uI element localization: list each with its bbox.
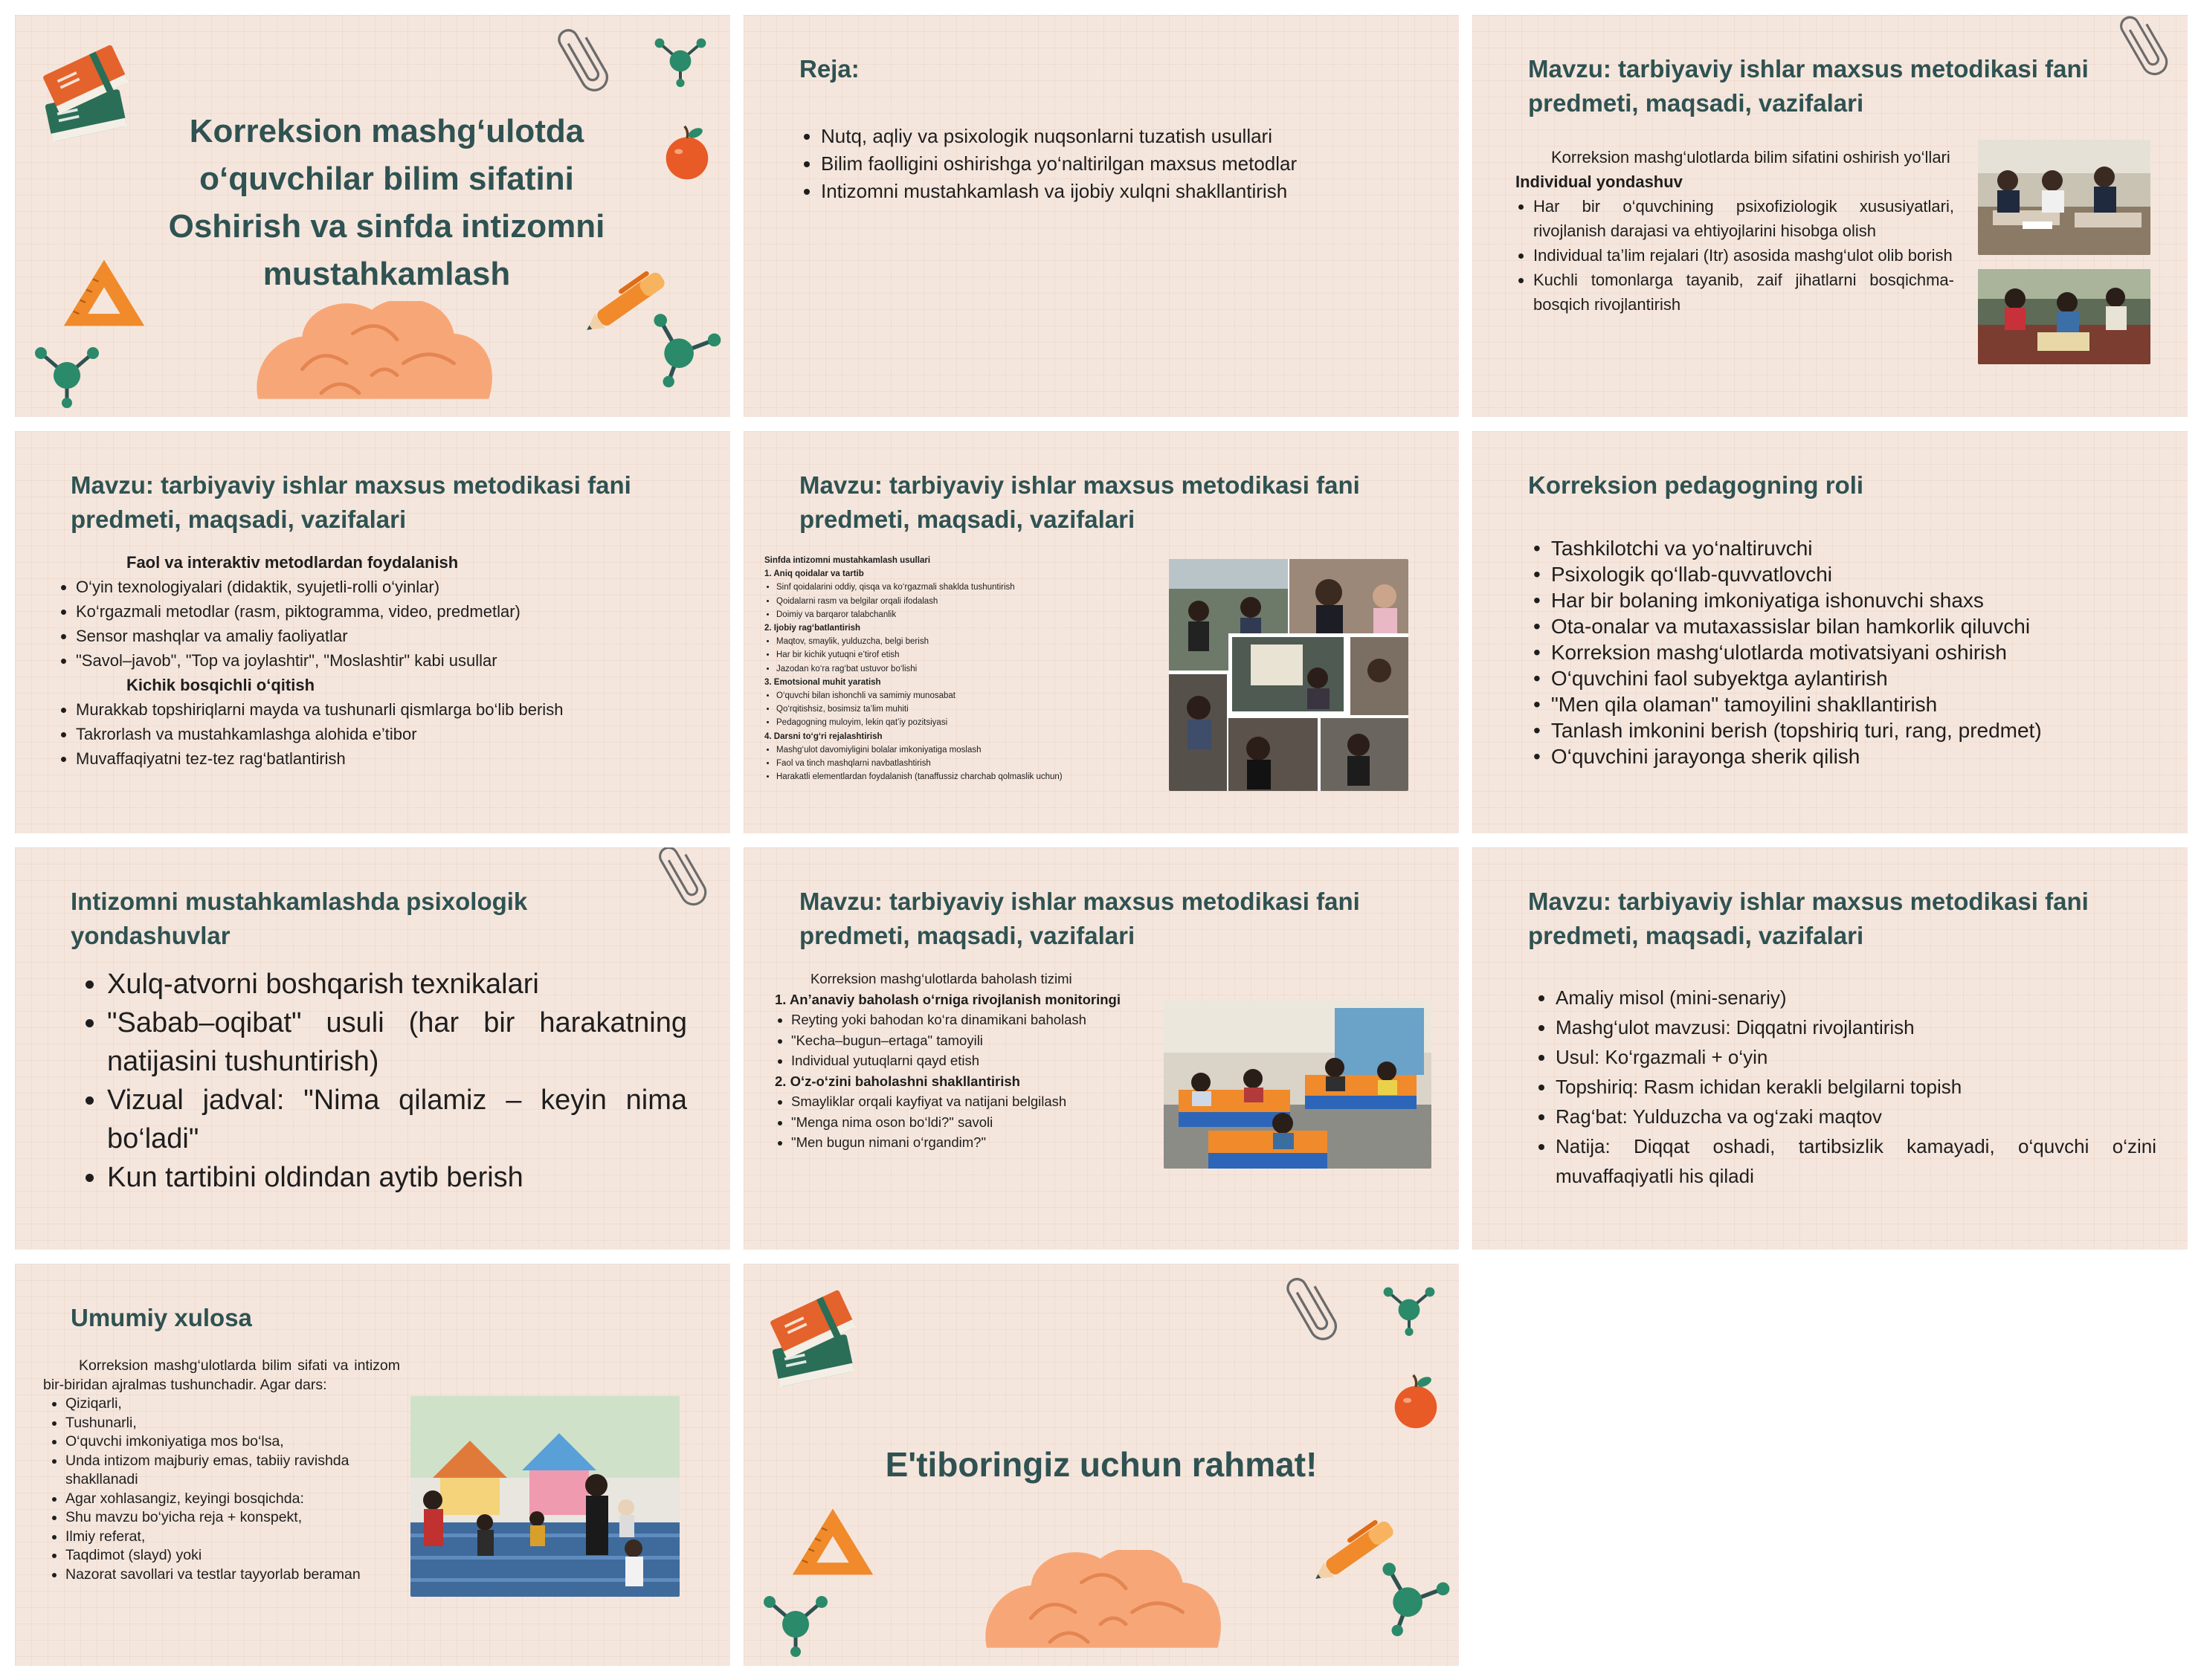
list-item: • Ota-onalar va mutaxassislar bilan hamkorlik qiluvchi	[1533, 615, 2031, 638]
list-item: • O‘quvchi imkoniyatiga mos bo‘lsa,	[65, 1432, 400, 1452]
list-item: • Individual ta’lim rejalari (Itr) asosida mashg‘ulot olib borish	[1533, 243, 1954, 268]
slide-body	[1515, 145, 1954, 317]
slide-title: Reja:	[799, 55, 860, 83]
list-item: • "Men qila olaman" tamoyilini shakllantirish	[1533, 693, 1938, 716]
group-label: 2. Ijobiy rag‘batlantirish	[764, 624, 861, 633]
group-label: 1. Aniq qoidalar va tartib	[764, 569, 864, 579]
list-item: • Muvaffaqiyatni tez-tez rag‘batlantirish	[76, 746, 675, 771]
bullet-list	[764, 581, 1129, 621]
molecule-icon	[758, 1583, 833, 1658]
slide-body	[775, 969, 1132, 1153]
list-item: • Natija: Diqqat oshadi, tartibsizlik kamayadi, o‘quvchi o‘zini muvaffaqiyatli his qiladi	[1556, 1131, 2156, 1191]
list-item: • Tashkilotchi va yo‘naltiruvchi	[1533, 537, 1813, 560]
paperclip-icon	[1282, 1270, 1343, 1345]
list-item: • Amaliy misol (mini-senariy)	[1556, 983, 2156, 1012]
bullet-list	[764, 743, 1129, 784]
slide-body	[764, 554, 1129, 784]
list-item: • Unda intizom majburiy emas, tabiiy ravishda shakllanadi	[65, 1452, 400, 1490]
slide-11-thanks[interactable]	[744, 1264, 1459, 1666]
list-item: • Har bir o‘quvchining psixofiziologik xususiyatlari, rivojlanish darajasi va ehtiyojlarini hisobga olish	[1533, 194, 1954, 243]
slide-2-plan[interactable]	[744, 15, 1459, 417]
group-label: 3. Emotsional muhit yaratish	[764, 677, 881, 687]
slide-5-discipline[interactable]	[744, 431, 1459, 833]
list-item: • Maqtov, smaylik, yulduzcha, belgi berish	[776, 635, 1129, 648]
brain-illustration	[952, 1550, 1249, 1666]
classroom-photo	[410, 1396, 680, 1597]
list-item: • Korreksion mashg‘ulotlarda motivatsiyani oshirish	[1533, 641, 2007, 664]
slide-body	[58, 550, 675, 771]
list-item: • "Sabab–oqibat" usuli (har bir harakatning natijasini tushuntirish)	[107, 1004, 687, 1081]
intro-text: Korreksion mashg‘ulotlarda baholash tizimi	[811, 971, 1072, 986]
intro-text: Korreksion mashg‘ulotlarda bilim sifati va intizom bir-biridan ajralmas tushunchadir. Agar dars:	[43, 1357, 400, 1393]
list-item: • Kun tartibini oldindan aytib berish	[107, 1158, 687, 1197]
list-item: • Nutq, aqliy va psixologik nuqsonlarni tuzatish usullari	[821, 123, 1431, 150]
slide-1-title[interactable]	[15, 15, 730, 417]
classroom-photo	[1164, 1001, 1431, 1169]
list-item: • Qiziqarli,	[65, 1395, 400, 1414]
paperclip-icon	[553, 21, 614, 97]
subheading: Faol va interaktiv metodlardan foydalanish	[126, 553, 459, 572]
apple-icon	[1390, 1372, 1441, 1431]
apple-icon	[662, 123, 712, 182]
bullet-list	[58, 575, 675, 673]
list-item: • Ko‘rgazmali metodlar (rasm, piktogramma, video, predmetlar)	[76, 599, 675, 624]
slide-title: Intizomni mustahkamlashda psixologik yondashuvlar	[71, 888, 528, 949]
slide-body	[43, 1357, 400, 1584]
subheading: Kichik bosqichli o‘qitish	[126, 676, 315, 694]
slide-title: Umumiy xulosa	[71, 1304, 252, 1331]
molecule-icon	[30, 335, 104, 409]
subheading: Individual yondashuv	[1515, 172, 1683, 191]
list-item: • O‘quvchini faol subyektga aylantirish	[1533, 667, 1888, 690]
list-item: • Intizomni mustahkamlash va ijobiy xulqni shakllantirish	[821, 178, 1431, 205]
slide-title: Mavzu: tarbiyaviy ishlar maxsus metodikasi fani predmeti, maqsadi, vazifalari	[71, 471, 631, 533]
bullet-list	[1515, 194, 1954, 317]
molecule-icon	[651, 28, 710, 88]
list-item: • Rag‘bat: Yulduzcha va og‘zaki maqtov	[1556, 1102, 2156, 1131]
slide-title: Mavzu: tarbiyaviy ishlar maxsus metodikasi fani predmeti, maqsadi, vazifalari	[799, 471, 1360, 533]
list-item: • "Kecha–bugun–ertaga" tamoyili	[791, 1030, 1132, 1051]
list-item: • Pedagogning muloyim, lekin qat’iy pozitsiyasi	[776, 716, 1129, 729]
bullet-list	[775, 1091, 1132, 1153]
list-item: • Qo‘rqitishsiz, bosimsiz ta’lim muhiti	[776, 702, 1129, 716]
list-item: • Faol va tinch mashqlarni navbatlashtirish	[776, 757, 1129, 770]
books-icon	[764, 1282, 861, 1394]
list-item: • Har bir kichik yutuqni e’tirof etish	[776, 648, 1129, 662]
subheading: 1. An’anaviy baholash o‘rniga rivojlanish monitoringi	[775, 991, 1121, 1007]
list-item: • Taqdimot (slayd) yoki	[65, 1546, 400, 1566]
list-item: • Murakkab topshiriqlarni mayda va tushunarli qismlarga bo‘lib berish	[76, 697, 675, 722]
list-item: • Mashg‘ulot davomiyligini bolalar imkoniyatiga moslash	[776, 743, 1129, 757]
slide-9-example[interactable]	[1472, 847, 2188, 1250]
classroom-photo	[1978, 269, 2150, 364]
slide-3-individual[interactable]	[1472, 15, 2188, 417]
photo-collage	[1169, 559, 1408, 791]
slide-title: Korreksion pedagogning roli	[1528, 471, 1864, 499]
slide-title: Mavzu: tarbiyaviy ishlar maxsus metodikasi fani predmeti, maqsadi, vazifalari	[1528, 55, 2089, 117]
group-label: 4. Darsni to‘g‘ri rejalashtirish	[764, 731, 883, 741]
paperclip-icon	[654, 847, 712, 911]
list-item: • "Menga nima oson bo‘ldi?" savoli	[791, 1112, 1132, 1133]
bullet-list	[775, 1009, 1132, 1071]
list-item: • Sinf qoidalarini oddiy, qisqa va ko‘rgazmali shaklda tushuntirish	[776, 581, 1129, 594]
list-item: • Kuchli tomonlarga tayanib, zaif jihatlarni bosqichma-bosqich rivojlantirish	[1533, 268, 1954, 317]
list-item: • Xulq-atvorni boshqarish texnikalari	[107, 965, 687, 1004]
slide-8-assessment[interactable]	[744, 847, 1459, 1250]
example-list	[1532, 983, 2156, 1191]
slide-title: Mavzu: tarbiyaviy ishlar maxsus metodikasi fani predmeti, maqsadi, vazifalari	[799, 888, 1360, 949]
ruler-icon	[784, 1502, 881, 1583]
list-item: • O‘yin texnologiyalari (didaktik, syujetli-rolli o‘yinlar)	[76, 575, 675, 599]
approach-list	[74, 965, 687, 1197]
list-item: • Doimiy va barqaror talabchanlik	[776, 608, 1129, 621]
list-item: • Har bir bolaning imkoniyatiga ishonuvchi shaxs	[1533, 589, 1984, 612]
list-item: • "Men bugun nimani o‘rgandim?"	[791, 1132, 1132, 1153]
slide-10-conclusion[interactable]	[15, 1264, 730, 1666]
list-item: • Qoidalarni rasm va belgilar orqali ifodalash	[776, 595, 1129, 608]
list-item: • Reyting yoki bahodan ko‘ra dinamikani baholash	[791, 1009, 1132, 1030]
list-item: • Usul: Ko‘rgazmali + o‘yin	[1556, 1042, 2156, 1072]
list-item: • Individual yutuqlarni qayd etish	[791, 1050, 1132, 1071]
list-item: • Topshiriq: Rasm ichidan kerakli belgilarni topish	[1556, 1072, 2156, 1102]
subheading: Sinfda intizomni mustahkamlash usullari	[764, 556, 931, 565]
bullet-list	[764, 689, 1129, 730]
bullet-list	[58, 697, 675, 771]
molecule-icon	[1379, 1277, 1439, 1337]
bullet-list	[764, 635, 1129, 676]
list-item: • Nazorat savollari va testlar tayyorlab beraman	[65, 1566, 400, 1585]
list-item: • Smayliklar orqali kayfiyat va natijani belgilash	[791, 1091, 1132, 1112]
classroom-photo	[1978, 140, 2150, 255]
list-item: • Vizual jadval: "Nima qilamiz – keyin nima bo‘ladi"	[107, 1081, 687, 1158]
list-item: • Shu mavzu bo‘yicha reja + konspekt,	[65, 1508, 400, 1528]
list-item: • Tanlash imkonini berish (topshiriq turi, rang, predmet)	[1533, 719, 2042, 742]
list-item: • O‘quvchi bilan ishonchli va samimiy munosabat	[776, 689, 1129, 702]
slide-title: Mavzu: tarbiyaviy ishlar maxsus metodikasi fani predmeti, maqsadi, vazifalari	[1528, 888, 2089, 949]
list-item: • Psixologik qo‘llab-quvvatlovchi	[1533, 563, 1833, 586]
bullet-list	[43, 1395, 400, 1584]
slide-7-psychology[interactable]	[15, 847, 730, 1250]
list-item: • O‘quvchini jarayonga sherik qilish	[1533, 745, 1860, 768]
role-list	[1533, 535, 2162, 769]
slide-4-methods[interactable]	[15, 431, 730, 833]
plan-list	[803, 123, 1431, 205]
list-item: • Sensor mashqlar va amaliy faoliyatlar	[76, 624, 675, 648]
intro-text: Korreksion mashg‘ulotlarda bilim sifatini oshirish yo‘llari	[1551, 148, 1950, 167]
list-item: • Harakatli elementlardan foydalanish (tanaffussiz charchab qolmaslik uchun)	[776, 770, 1129, 784]
list-item: • Mashg‘ulot mavzusi: Diqqatni rivojlantirish	[1556, 1012, 2156, 1042]
list-item: • Bilim faolligini oshirishga yo‘naltirilgan maxsus metodlar	[821, 150, 1431, 178]
list-item: • "Savol–javob", "Top va joylashtir", "Moslashtir" kabi usullar	[76, 648, 675, 673]
list-item: • Ilmiy referat,	[65, 1528, 400, 1547]
brain-illustration	[223, 301, 521, 417]
slide-6-role[interactable]	[1472, 431, 2188, 833]
list-item: • Agar xohlasangiz, keyingi bosqichda:	[65, 1490, 400, 1509]
list-item: • Takrorlash va mustahkamlashga alohida e’tibor	[76, 722, 675, 746]
subheading: 2. O‘z-o‘zini baholashni shakllantirish	[775, 1073, 1020, 1089]
thank-you-title: E'tiboringiz uchun rahmat!	[885, 1445, 1318, 1484]
list-item: • Jazodan ko‘ra rag‘bat ustuvor bo‘lishi	[776, 662, 1129, 676]
list-item: • Tushunarli,	[65, 1414, 400, 1433]
presentation-title: Korreksion mashg‘ulotda o‘quvchilar bilim sifatini Oshirish va sinfda intizomni mustahkamlash	[168, 113, 605, 292]
